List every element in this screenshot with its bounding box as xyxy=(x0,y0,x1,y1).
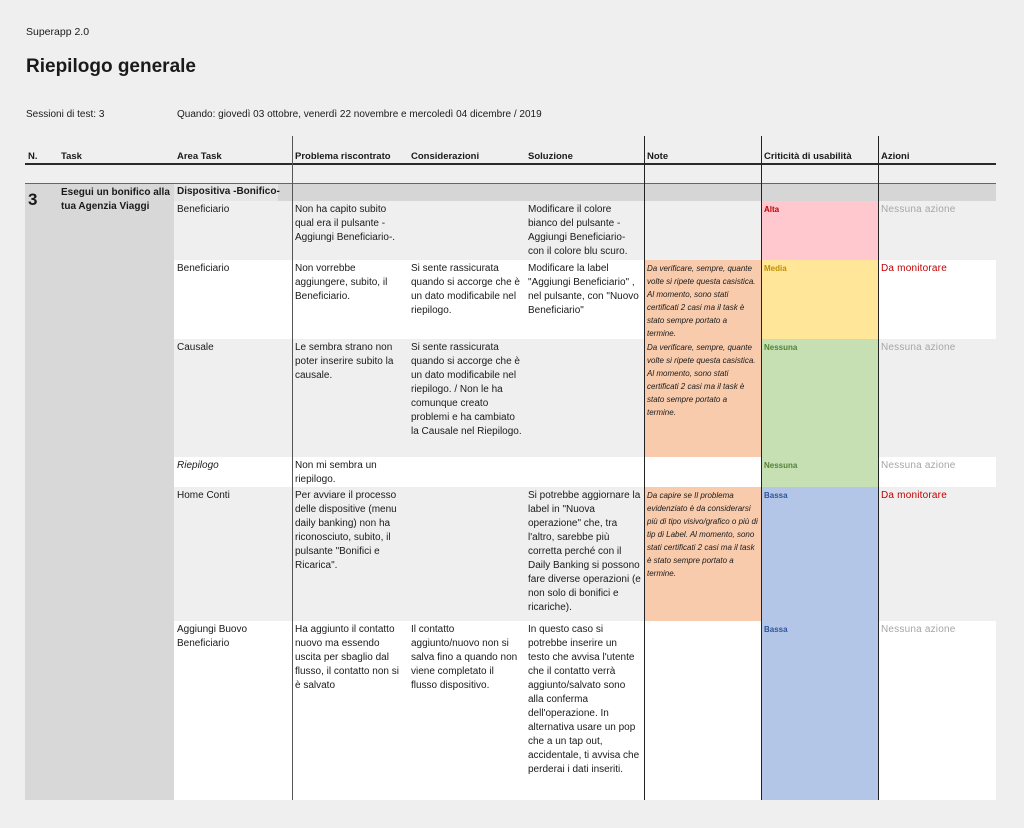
criticita-badge: Nessuna xyxy=(761,339,878,457)
considerazioni-cell xyxy=(408,457,525,487)
divider-crit-left xyxy=(761,136,762,800)
page-title: Riepilogo generale xyxy=(26,56,196,77)
col-header-n: N. xyxy=(28,151,38,162)
criticita-badge: Nessuna xyxy=(761,457,878,487)
table-row xyxy=(174,260,996,339)
note-cell: Da verificare, sempre, quante volte si ripete questa casistica. Al momento, sono stati certificati 2 casi ma il task è stato sempre portato a termine. xyxy=(644,260,761,339)
note-cell: Da verificare, sempre, quante volte si ripete questa casistica. Al momento, sono stati certificati 2 casi ma il task è stato sempre portato a termine. xyxy=(644,339,761,457)
criticita-badge: Media xyxy=(761,260,878,339)
considerazioni-cell xyxy=(408,201,525,260)
task-column xyxy=(25,184,174,800)
divider-note-left xyxy=(644,136,645,800)
area-cell: Causale xyxy=(177,342,214,353)
table-row xyxy=(174,487,996,621)
problema-cell: Ha aggiunto il contatto nuovo ma essendo uscita per sbaglio dal flusso, il contatto non si è salvato xyxy=(295,624,399,691)
table-row xyxy=(174,201,996,260)
test-dates: Quando: giovedì 03 ottobre, venerdì 22 novembre e mercoledì 04 dicembre / 2019 xyxy=(177,109,542,120)
col-header-task: Task xyxy=(61,151,82,162)
considerazioni-cell: Si sente rassicurata quando si accorge che è un dato modificabile nel riepilogo. xyxy=(411,263,520,316)
task-number: 3 xyxy=(28,190,38,209)
app-name: Superapp 2.0 xyxy=(26,26,90,38)
area-cell: Beneficiario xyxy=(177,204,230,215)
azione-status: Nessuna azione xyxy=(881,342,956,353)
problema-cell: Non vorrebbe aggiungere, subito, il Beneficiario. xyxy=(295,263,388,302)
criticita-badge: Bassa xyxy=(761,621,878,800)
problema-cell: Le sembra strano non poter inserire subito la causale. xyxy=(295,342,394,381)
note-cell xyxy=(644,457,761,487)
area-cell: Riepilogo xyxy=(177,460,219,471)
considerazioni-cell xyxy=(408,487,525,621)
azione-status: Nessuna azione xyxy=(881,204,956,215)
soluzione-cell xyxy=(525,457,644,487)
soluzione-cell: In questo caso si potrebbe inserire un testo che avvisa l'utente che il contatto verrà aggiunto/salvato sono alla conferma dell'operazione. In alternativa usare un pop che a un tap out, accidentale, ti avvisa che perderai i dati inseriti. xyxy=(528,624,640,775)
header-rule xyxy=(25,163,996,165)
test-sessions: Sessioni di test: 3 xyxy=(26,109,105,120)
area-group-label: Dispositiva -Bonifico- xyxy=(177,186,280,197)
problema-cell: Per avviare il processo delle dispositive (menu daily banking) non ha riconosciuto, subito, il pulsante "Bonifici e Ricarica". xyxy=(295,490,397,571)
col-header-considerazioni: Considerazioni xyxy=(411,151,480,162)
col-header-area: Area Task xyxy=(177,151,222,162)
col-header-problema: Problema riscontrato xyxy=(295,151,391,162)
col-header-azioni: Azioni xyxy=(881,151,910,162)
criticita-badge: Alta xyxy=(761,201,878,260)
azione-status: Da monitorare xyxy=(881,263,947,274)
note-cell xyxy=(644,201,761,260)
soluzione-cell: Modificare la label "Aggiungi Beneficiario" , nel pulsante, con "Nuovo Beneficiario" xyxy=(528,263,639,316)
divider-problema xyxy=(292,136,293,800)
soluzione-cell xyxy=(525,339,644,457)
area-cell: Beneficiario xyxy=(177,263,230,274)
soluzione-cell: Modificare il colore bianco del pulsante -Aggiungi Beneficiario- con il colore blu scuro. xyxy=(528,204,628,257)
col-header-note: Note xyxy=(647,151,669,162)
note-cell xyxy=(644,621,761,800)
considerazioni-cell: Il contatto aggiunto/nuovo non si salva fino a quando non viene completato il flusso dispositivo. xyxy=(411,624,518,691)
area-cell: Aggiungi Buovo Beneficiario xyxy=(177,624,248,649)
azione-status: Da monitorare xyxy=(881,490,947,501)
table-row xyxy=(174,457,996,487)
considerazioni-cell: Si sente rassicurata quando si accorge che è un dato modificabile nel riepilogo. / Non le ha comunque creato problemi e ha cambiato la Causale nel Riepilogo. xyxy=(411,342,522,437)
table-row xyxy=(174,621,996,800)
problema-cell: Non mi sembra un riepilogo. xyxy=(295,460,377,485)
problema-cell: Non ha capito subito qual era il pulsante -Aggiungi Beneficiario-. xyxy=(295,204,396,243)
soluzione-cell: Si potrebbe aggiornare la label in "Nuova operazione" che, tra l'altro, sarebbe più corretta perché con il Daily Banking si possono fare diverse operazioni (e non solo di bonifici e ricariche). xyxy=(528,490,641,613)
task-name: Esegui un bonifico alla tua Agenzia Viaggi xyxy=(61,187,170,212)
azione-status: Nessuna azione xyxy=(881,460,956,471)
area-cell: Home Conti xyxy=(177,490,230,501)
col-header-soluzione: Soluzione xyxy=(528,151,573,162)
criticita-badge: Bassa xyxy=(761,487,878,621)
divider-crit-right xyxy=(878,136,879,800)
note-cell: Da capire se Il problema evidenziato è da considerarsi più di tipo visivo/grafico o più di tip di Label. Al momento, sono stati certificati 2 casi ma il task è stato sempre portato a termine. xyxy=(644,487,761,621)
col-header-criticita: Criticità di usabilità xyxy=(764,151,852,162)
table-row xyxy=(174,339,996,457)
azione-status: Nessuna azione xyxy=(881,624,956,635)
